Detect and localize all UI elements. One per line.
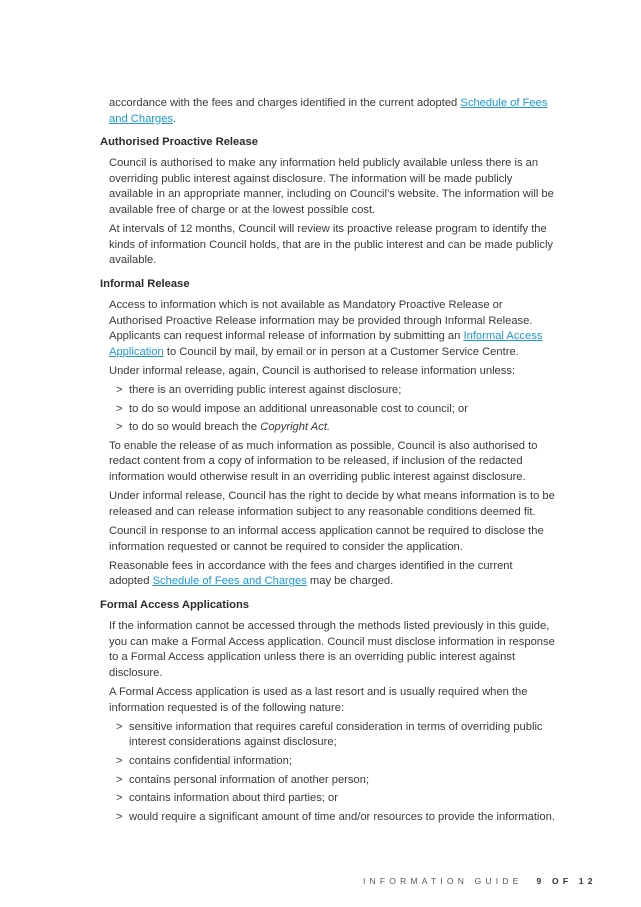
- paragraph-informal-4: Under informal release, Council has the right to decide by what means information is to be released and can release information subject to any reasonable conditions deemed fit.: [109, 490, 555, 518]
- list-item: [116, 420, 559, 436]
- bullet-marker: >: [116, 754, 123, 767]
- list-item: [116, 754, 559, 770]
- paragraph-informal-5: Council in response to an informal access application cannot be required to disclose the information requested or cannot be required to consider the application.: [109, 525, 544, 553]
- paragraph-fees-continued: [109, 96, 555, 127]
- list-item-text: to do so would impose an additional unreasonable cost to council; or: [129, 402, 468, 415]
- page-content: [0, 96, 641, 828]
- paragraph-informal-1: [109, 298, 555, 360]
- bullet-marker: >: [116, 773, 123, 786]
- list-item-text: contains confidential information;: [129, 754, 292, 767]
- paragraph-informal-2: Under informal release, again, Council is authorised to release information unless:: [109, 364, 516, 377]
- bullet-marker: >: [116, 421, 123, 434]
- list-item: [116, 402, 559, 418]
- list-item: [116, 720, 559, 751]
- list-item-text: contains information about third parties; or: [129, 792, 338, 805]
- paragraph-formal-2: A Formal Access application is used as a last resort and is usually required when the information requested is of the following nature:: [109, 685, 528, 714]
- bullet-marker: >: [116, 402, 123, 415]
- heading-authorised-proactive-release: Authorised Proactive Release: [100, 136, 258, 149]
- list-item: [116, 773, 559, 789]
- list-item-text: sensitive information that requires careful consideration in terms of overriding public interest considerations against disclosure;: [129, 720, 543, 749]
- heading-informal-release: Informal Release: [100, 277, 190, 290]
- footer-guide-title: INFORMATION GUIDE: [363, 876, 523, 886]
- list-item-text: contains personal information of another person;: [129, 773, 370, 786]
- list-item-text: there is an overriding public interest against disclosure;: [129, 384, 402, 397]
- bullet-marker: >: [116, 720, 123, 733]
- text-run: .: [173, 112, 177, 125]
- informal-access-application-link[interactable]: Informal Access Application: [109, 330, 543, 358]
- schedule-of-fees-link[interactable]: Schedule of Fees and Charges: [152, 575, 307, 588]
- bullet-marker: >: [116, 384, 123, 397]
- paragraph-informal-3: To enable the release of as much information as possible, Council is also authorised to redact content from a copy of information to be released, if inclusion of the redacted information would otherwise result in an overriding public interest against disclosure.: [109, 439, 538, 484]
- paragraph-informal-6: [109, 559, 555, 590]
- list-item: [116, 791, 559, 807]
- paragraph-formal-1: If the information cannot be accessed through the methods listed previously in this guide, you can make a Formal Access application. Council must disclose information in response to a Formal Access application unless there is an overriding public interest against disclosure.: [109, 620, 555, 679]
- paragraph-authorised-2: At intervals of 12 months, Council will review its proactive release program to identify the kinds of information Council holds, that are in the public interest and can be made publicly available.: [109, 223, 554, 267]
- text-run: may be charged.: [306, 575, 394, 588]
- bullet-marker: >: [116, 792, 123, 805]
- page-number: 9 OF 12: [536, 876, 597, 886]
- copyright-act-title: Copyright Act.: [260, 421, 331, 434]
- page-footer: [363, 876, 597, 886]
- text-run: Access to information which is not available as Mandatory Proactive Release or Authorised Proactive Release information may be provided through Informal Release. Applicants can request informal release of information by submitting an: [109, 298, 533, 343]
- text-run: Reasonable fees in accordance with the fees and charges identified in the current adopted: [109, 559, 513, 588]
- text-run: accordance with the fees and charges identified in the current adopted: [109, 97, 461, 109]
- list-item: [116, 383, 559, 399]
- list-item-text: to do so would breach the: [129, 421, 261, 434]
- schedule-of-fees-link[interactable]: Schedule of Fees and Charges: [109, 97, 548, 125]
- heading-formal-access-applications: Formal Access Applications: [100, 599, 250, 611]
- text-run: to Council by mail, by email or in person at a Customer Service Centre.: [163, 345, 519, 358]
- paragraph-authorised-1: Council is authorised to make any information held publicly available unless there is an overriding public interest against disclosure. The information will be made publicly available in an appropriate manner, including on Council’s website. The information will be available free of charge or at the lowest possible cost.: [109, 157, 554, 216]
- list-item-text: would require a significant amount of time and/or resources to provide the information.: [129, 810, 555, 823]
- list-item: [116, 810, 559, 826]
- bullet-marker: >: [116, 810, 123, 823]
